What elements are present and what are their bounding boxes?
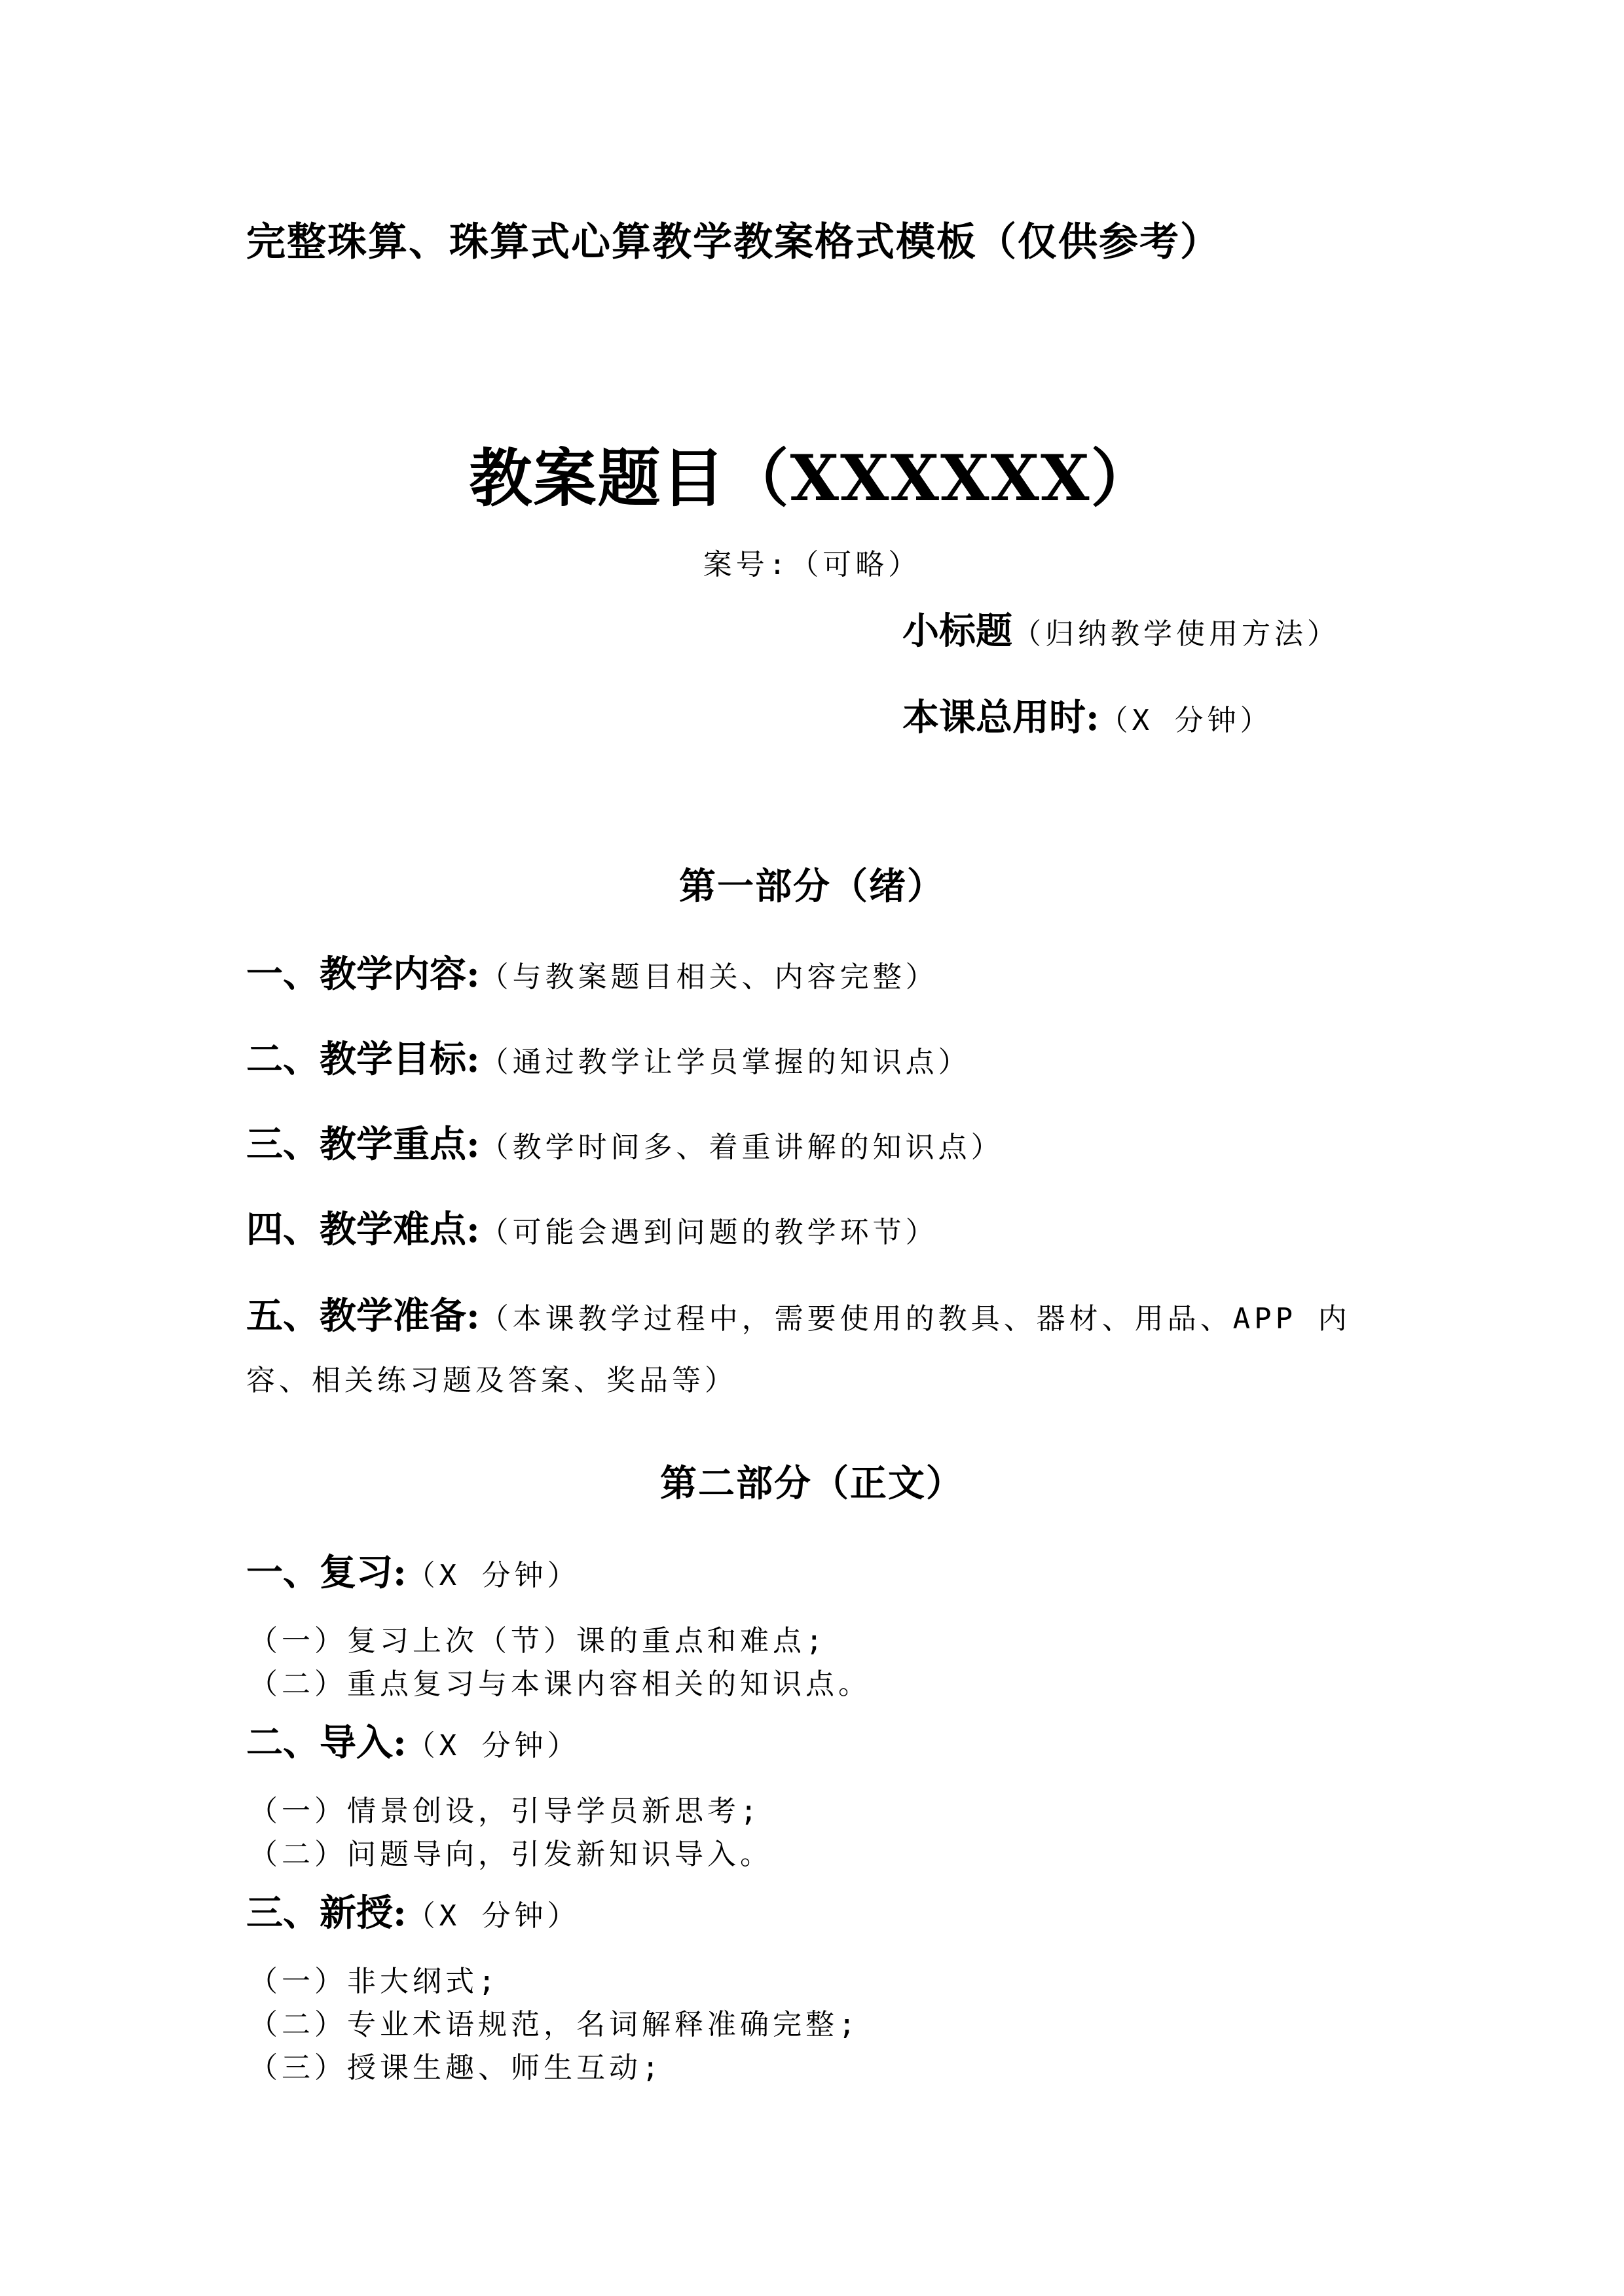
part2-section-introduction <box>246 1714 580 1766</box>
part1-item-objectives <box>246 1030 971 1083</box>
list-item: （三）授课生趣、师生互动; <box>249 2051 663 2085</box>
duration-note: （X 分钟） <box>1099 704 1273 737</box>
duration-line <box>902 689 1273 741</box>
list-item: （一）情景创设，引导学员新思考; <box>249 1795 762 1828</box>
item-note: （教学时间多、着重讲解的知识点） <box>479 1131 1004 1164</box>
lesson-title: 教案题目（XXXXXX） <box>469 441 1155 515</box>
item-label: 一、教学内容: <box>246 953 480 996</box>
duration-label: 本课总用时: <box>902 696 1099 739</box>
part1-item-content <box>246 945 938 998</box>
list-item: （二）问题导向，引发新知识导入。 <box>249 1838 773 1871</box>
part1-heading: 第一部分（绪） <box>679 865 945 908</box>
item-note: （与教案题目相关、内容完整） <box>479 960 938 994</box>
section-note: （X 分钟） <box>406 1899 580 1933</box>
subtitle-note: （归纳教学使用方法） <box>1012 617 1340 651</box>
section-note: （X 分钟） <box>406 1559 580 1592</box>
list-item: （一）非大纲式; <box>249 1965 500 1998</box>
item-note: （本课教学过程中，需要使用的教具、器材、用品、APP 内 <box>479 1302 1351 1336</box>
document-title: 完整珠算、珠算式心算教学教案格式模板（仅供参考） <box>246 219 1221 265</box>
item-note: （可能会遇到问题的教学环节） <box>479 1216 938 1249</box>
subtitle-line <box>902 602 1340 655</box>
item-note: （通过教学让学员掌握的知识点） <box>479 1046 971 1079</box>
section-label: 三、新授: <box>246 1891 407 1935</box>
item-label: 四、教学难点: <box>246 1208 480 1251</box>
list-item: （二）专业术语规范，名词解释准确完整; <box>249 2008 860 2041</box>
section-label: 一、复习: <box>246 1551 407 1594</box>
part2-section-review <box>246 1544 580 1596</box>
item-label: 五、教学准备: <box>246 1294 480 1338</box>
part2-heading: 第二部分（正文） <box>660 1462 964 1505</box>
part2-section-new-lesson <box>246 1884 580 1937</box>
part1-item-key-points <box>246 1116 1004 1168</box>
part1-item-preparation-cont: 容、相关练习题及答案、奖品等） <box>246 1364 737 1397</box>
section-label: 二、导入: <box>246 1721 407 1764</box>
list-item: （二）重点复习与本课内容相关的知识点。 <box>249 1667 871 1701</box>
subtitle-label: 小标题 <box>902 610 1012 653</box>
part1-item-preparation <box>246 1287 1351 1339</box>
list-item: （一）复习上次（节）课的重点和难点; <box>249 1624 827 1658</box>
part1-item-difficulties <box>246 1201 938 1253</box>
item-label: 二、教学目标: <box>246 1038 480 1081</box>
case-number: 案号:（可略） <box>703 548 921 581</box>
section-note: （X 分钟） <box>406 1729 580 1762</box>
item-label: 三、教学重点: <box>246 1123 480 1166</box>
